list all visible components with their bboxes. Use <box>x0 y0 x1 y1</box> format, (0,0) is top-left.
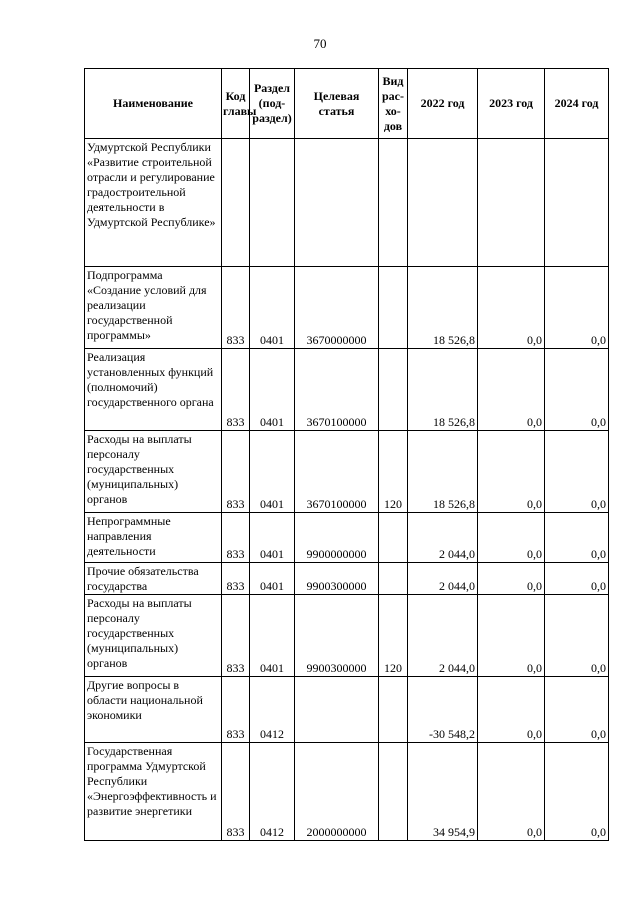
cell-kind <box>379 349 408 431</box>
cell-kind: 120 <box>379 595 408 677</box>
cell-code: 833 <box>222 743 250 841</box>
cell-name: Прочие обязательства государства <box>85 563 222 595</box>
cell-2022 <box>408 139 478 267</box>
cell-section: 0401 <box>250 513 295 563</box>
cell-name: Расходы на выплаты персоналу государственных (муниципальных) органов <box>85 431 222 513</box>
cell-code: 833 <box>222 513 250 563</box>
cell-code: 833 <box>222 595 250 677</box>
cell-2022: -30 548,2 <box>408 677 478 743</box>
table-row <box>85 267 609 349</box>
cell-target: 3670100000 <box>295 431 379 513</box>
cell-code <box>222 139 250 267</box>
cell-2022: 2 044,0 <box>408 563 478 595</box>
cell-code: 833 <box>222 563 250 595</box>
cell-section <box>250 139 295 267</box>
cell-2024: 0,0 <box>545 267 609 349</box>
cell-2023: 0,0 <box>478 677 545 743</box>
cell-2023: 0,0 <box>478 513 545 563</box>
cell-name: Реализация установленных функций (полномочий) государственного органа <box>85 349 222 431</box>
cell-target: 9900300000 <box>295 595 379 677</box>
cell-name: Государственная программа Удмуртской Республики «Энергоэффективность и развитие энергетики <box>85 743 222 841</box>
cell-kind <box>379 267 408 349</box>
cell-section: 0401 <box>250 563 295 595</box>
header-2024: 2024 год <box>545 69 609 139</box>
table-row <box>85 743 609 841</box>
cell-2022: 18 526,8 <box>408 267 478 349</box>
cell-2022: 2 044,0 <box>408 513 478 563</box>
cell-section: 0412 <box>250 677 295 743</box>
header-target: Целевая статья <box>295 69 379 139</box>
cell-kind <box>379 513 408 563</box>
cell-section: 0401 <box>250 349 295 431</box>
cell-name: Расходы на выплаты персоналу государственных (муниципальных) органов <box>85 595 222 677</box>
cell-name: Непрограммные направления деятельности <box>85 513 222 563</box>
cell-2024: 0,0 <box>545 431 609 513</box>
cell-code: 833 <box>222 349 250 431</box>
table-row <box>85 563 609 595</box>
cell-target: 9900300000 <box>295 563 379 595</box>
cell-section: 0412 <box>250 743 295 841</box>
cell-target: 9900000000 <box>295 513 379 563</box>
cell-name: Подпрограмма «Создание условий для реализации государственной программы» <box>85 267 222 349</box>
header-section: Раздел (под-раздел) <box>250 69 295 139</box>
cell-target <box>295 139 379 267</box>
cell-2023: 0,0 <box>478 431 545 513</box>
header-code: Код главы <box>222 69 250 139</box>
cell-name: Другие вопросы в области национальной экономики <box>85 677 222 743</box>
cell-kind: 120 <box>379 431 408 513</box>
cell-kind <box>379 563 408 595</box>
cell-2023: 0,0 <box>478 743 545 841</box>
cell-target: 3670000000 <box>295 267 379 349</box>
cell-2023: 0,0 <box>478 267 545 349</box>
cell-2024: 0,0 <box>545 595 609 677</box>
cell-2024: 0,0 <box>545 677 609 743</box>
table-row <box>85 349 609 431</box>
table-row <box>85 677 609 743</box>
cell-2024 <box>545 139 609 267</box>
cell-2022: 2 044,0 <box>408 595 478 677</box>
cell-code: 833 <box>222 431 250 513</box>
table-row <box>85 595 609 677</box>
page-number: 70 <box>313 36 327 51</box>
table-body <box>85 139 609 841</box>
cell-2024: 0,0 <box>545 563 609 595</box>
cell-2024: 0,0 <box>545 743 609 841</box>
cell-2024: 0,0 <box>545 349 609 431</box>
cell-2023: 0,0 <box>478 595 545 677</box>
cell-code: 833 <box>222 267 250 349</box>
header-2022: 2022 год <box>408 69 478 139</box>
cell-2022: 18 526,8 <box>408 431 478 513</box>
header-name: Наименование <box>85 69 222 139</box>
header-2023: 2023 год <box>478 69 545 139</box>
cell-name: Удмуртской Республики «Развитие строительной отрасли и регулирование градостроительной деятельности в Удмуртской Республике» <box>85 139 222 267</box>
cell-target <box>295 677 379 743</box>
cell-2022: 34 954,9 <box>408 743 478 841</box>
cell-2023: 0,0 <box>478 349 545 431</box>
cell-2023 <box>478 139 545 267</box>
table-row <box>85 431 609 513</box>
cell-kind <box>379 677 408 743</box>
table-header-row <box>85 69 609 139</box>
header-kind: Вид рас-хо-дов <box>379 69 408 139</box>
cell-target: 2000000000 <box>295 743 379 841</box>
cell-2023: 0,0 <box>478 563 545 595</box>
table-row <box>85 139 609 267</box>
cell-target: 3670100000 <box>295 349 379 431</box>
cell-code: 833 <box>222 677 250 743</box>
table-row <box>85 513 609 563</box>
cell-kind <box>379 743 408 841</box>
cell-section: 0401 <box>250 267 295 349</box>
cell-section: 0401 <box>250 595 295 677</box>
cell-kind <box>379 139 408 267</box>
budget-table <box>84 68 609 841</box>
cell-2022: 18 526,8 <box>408 349 478 431</box>
cell-2024: 0,0 <box>545 513 609 563</box>
cell-section: 0401 <box>250 431 295 513</box>
